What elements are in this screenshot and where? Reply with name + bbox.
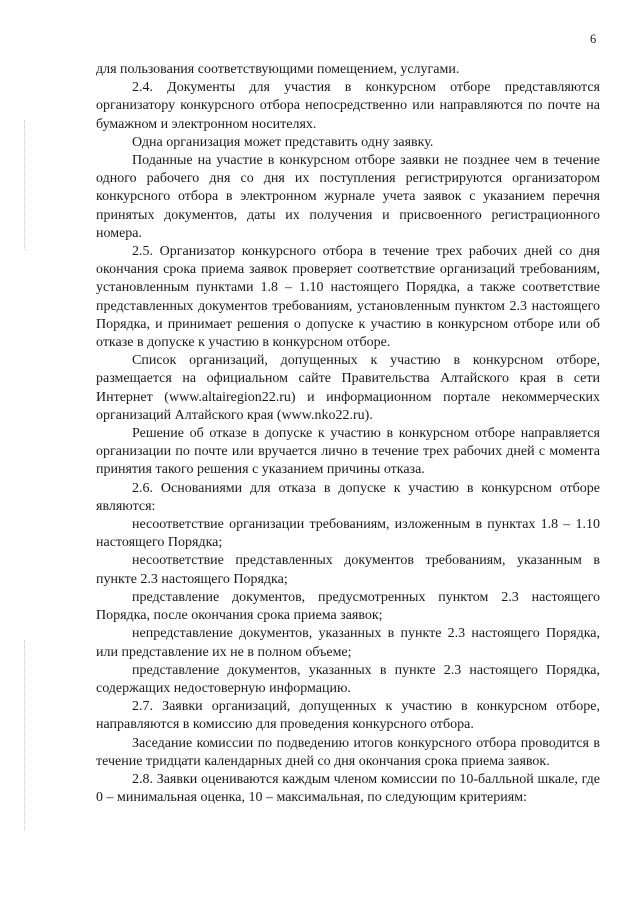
paragraph: Одна организация может представить одну заявку. (132, 134, 434, 150)
paragraph: 2.7. Заявки организаций, допущенных к участию в конкурсном отборе, направляются в комиссию для проведения конкурсного отбора. (96, 699, 600, 733)
paragraph: для пользования соответствующими помещением, услугами. (96, 62, 460, 77)
document-body (96, 61, 600, 807)
scan-fold-mark (24, 640, 25, 830)
paragraph: 2.5. Организатор конкурсного отбора в течение трех рабочих дней со дня окончания срока приема заявок проверяет соответствие организаций требованиям, установленным пунктами 1.8 – 1.10 настоящего Порядка, а также соответствие представленных документов требованиям, установленным пунктом 2.3 настоящего Порядка, и принимает решения о допуске к участию в конкурсном отборе или об отказе в допуске к участию в конкурсном отборе. (96, 244, 600, 351)
paragraph: Заседание комиссии по подведению итогов конкурсного отбора проводится в течение тридцати календарных дней со дня окончания срока приема заявок. (96, 735, 600, 769)
paragraph: 2.6. Основаниями для отказа в допуске к участию в конкурсном отборе являются: (96, 480, 600, 514)
paragraph: Поданные на участие в конкурсном отборе заявки не позднее чем в течение одного рабочего дня со дня их поступления регистрируются организатором конкурсного отбора в электронном журнале учета заявок с указанием перечня принятых документов, даты их получения и присвоенного регистрационного номера. (96, 153, 600, 241)
paragraph: 2.4. Документы для участия в конкурсном отборе представляются организатору конкурсного отбора непосредственно или направляются по почте на бумажном и электронном носителях. (96, 80, 600, 132)
paragraph: Список организаций, допущенных к участию в конкурсном отборе, размещается на официальном сайте Правительства Алтайского края в сети Интернет (www.altairegion22.ru) и информационном портале некоммерческих организаций Алтайского края (www.nko22.ru). (96, 353, 600, 423)
paragraph: 2.8. Заявки оцениваются каждым членом комиссии по 10-балльной шкале, где 0 – минимальная оценка, 10 – максимальная, по следующим критериям: (96, 771, 600, 806)
paragraph: несоответствие представленных документов требованиям, указанным в пункте 2.3 настоящего Порядка; (96, 553, 600, 587)
paragraph: непредставление документов, указанных в пункте 2.3 настоящего Порядка, или представление их не в полном объеме; (96, 626, 600, 660)
scan-fold-mark (24, 120, 25, 250)
paragraph: представление документов, предусмотренных пунктом 2.3 настоящего Порядка, после окончания срока приема заявок; (96, 589, 600, 624)
page-number: 6 (590, 32, 597, 46)
paragraph: представление документов, указанных в пункте 2.3 настоящего Порядка, содержащих недостоверную информацию. (96, 662, 600, 696)
paragraph: Решение об отказе в допуске к участию в конкурсном отборе направляется организации по почте или вручается лично в течение трех рабочих дней с момента принятия такого решения с указанием причины отказа. (96, 426, 600, 478)
paragraph: несоответствие организации требованиям, изложенным в пунктах 1.8 – 1.10 настоящего Порядка; (96, 517, 600, 551)
